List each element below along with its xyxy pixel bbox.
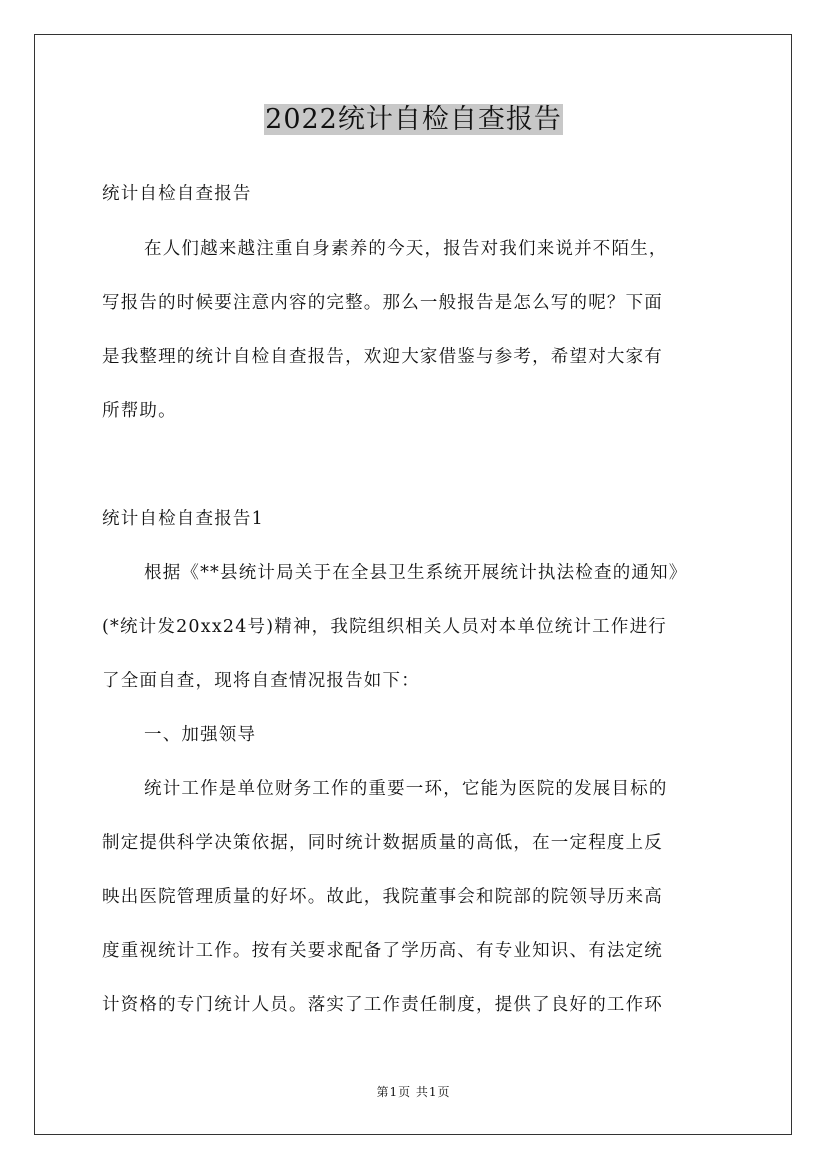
section-heading: 统计自检自查报告 <box>102 184 252 204</box>
paragraph-line: 度重视统计工作。按有关要求配备了学历高、有专业知识、有法定统 <box>102 941 663 961</box>
document-title: 2022统计自检自查报告 <box>265 104 562 135</box>
paragraph-line: 是我整理的统计自检自查报告，欢迎大家借鉴与参考，希望对大家有 <box>102 347 663 367</box>
paragraph-line: 制定提供科学决策依据，同时统计数据质量的高低，在一定程度上反 <box>102 833 663 853</box>
paragraph-line: 所帮助。 <box>102 401 177 421</box>
paragraph-line: 计资格的专门统计人员。落实了工作责任制度，提供了良好的工作环 <box>102 995 663 1015</box>
paragraph-line: 统计工作是单位财务工作的重要一环，它能为医院的发展目标的 <box>144 779 668 799</box>
page-footer: 第1页 共1页 <box>376 1085 451 1099</box>
paragraph-line: 在人们越来越注重自身素养的今天，报告对我们来说并不陌生， <box>144 239 668 259</box>
document-title-wrap <box>0 100 827 140</box>
paragraph-line: 映出医院管理质量的好坏。故此，我院董事会和院部的院领导历来高 <box>102 887 663 907</box>
paragraph-line: 写报告的时候要注意内容的完整。那么一般报告是怎么写的呢？下面 <box>102 293 663 313</box>
section-heading: 统计自检自查报告1 <box>102 509 264 529</box>
paragraph-line: 了全面自查，现将自查情况报告如下： <box>102 671 420 691</box>
subsection-heading: 一、加强领导 <box>144 725 257 745</box>
paragraph-line: 根据《**县统计局关于在全县卫生系统开展统计执法检查的通知》 <box>144 563 688 583</box>
paragraph-line: (*统计发20xx24号)精神，我院组织相关人员对本单位统计工作进行 <box>102 617 667 637</box>
